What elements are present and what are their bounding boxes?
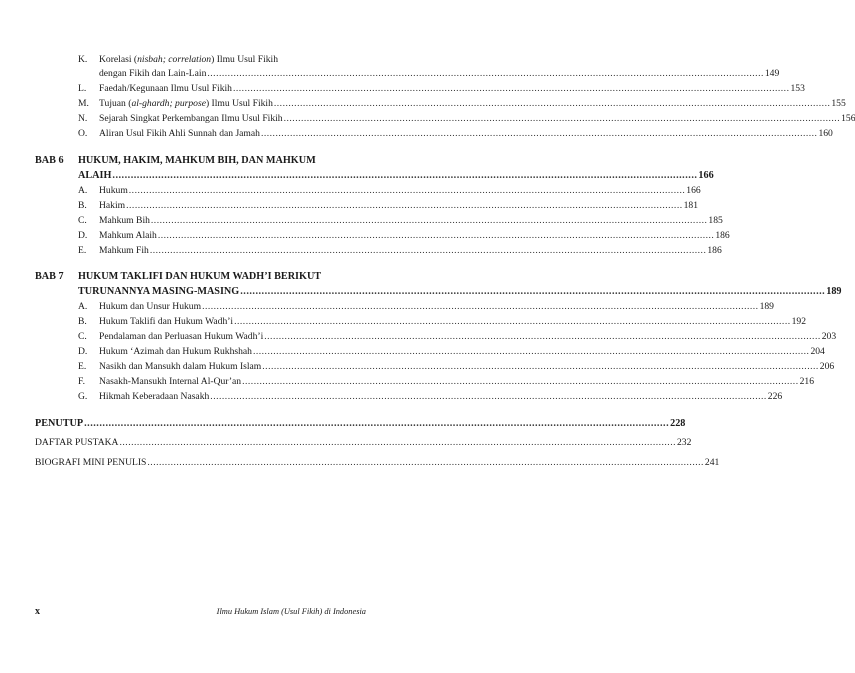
entry-label: N. (78, 113, 88, 124)
page-number: 228 (670, 418, 686, 429)
entry-label: A. (78, 185, 88, 196)
toc-entry-k (78, 54, 366, 66)
entry-text: Hukum dan Unsur Hukum (99, 301, 202, 312)
toc-entry (78, 245, 722, 257)
page-number: 149 (764, 68, 780, 79)
entry-label: A. (78, 301, 88, 312)
entry-label: B. (78, 316, 87, 327)
leader-dots (284, 113, 841, 125)
page-number: 153 (790, 83, 805, 94)
page-number: 166 (686, 185, 701, 196)
chapter-title: ALAIH (78, 170, 112, 181)
entry-text: Hukum Taklifi dan Hukum Wadh’i (99, 316, 234, 327)
entry-label: B. (78, 200, 87, 211)
toc-entry (78, 316, 806, 328)
page-number: 155 (831, 98, 846, 109)
leader-dots (120, 437, 677, 449)
entry-label: D. (78, 346, 88, 357)
chapter-7-heading (35, 271, 366, 283)
leader-dots (253, 346, 810, 358)
toc-entry (78, 391, 783, 403)
leader-dots (210, 391, 767, 403)
toc-entry-k-cont (99, 68, 780, 80)
leader-dots (264, 331, 821, 343)
toc-biografi (35, 457, 720, 469)
toc-entry-n (78, 113, 855, 125)
leader-dots (151, 215, 708, 227)
entry-text: Nasikh dan Mansukh dalam Hukum Islam (99, 361, 262, 372)
leader-dots (242, 376, 799, 388)
page-number: 226 (767, 391, 783, 402)
page-number: 241 (704, 457, 720, 468)
leader-dots (234, 316, 791, 328)
toc-penutup (35, 418, 686, 430)
entry-text: dengan Fikih dan Lain-Lain (99, 68, 207, 79)
entry-label: K. (78, 54, 88, 65)
toc-daftar-pustaka (35, 437, 692, 449)
entry-text: Mahkum Alaih (99, 230, 157, 241)
entry-label: C. (78, 215, 87, 226)
leader-dots (158, 230, 715, 242)
leader-dots (147, 457, 704, 469)
page-number: 189 (759, 301, 774, 312)
chapter-6-heading (35, 155, 366, 167)
page-number: 181 (683, 200, 699, 211)
page-number: 216 (799, 376, 814, 387)
running-title: Ilmu Hukum Islam (Usul Fikih) di Indonesia (216, 607, 366, 616)
entry-text: Mahkum Bih (99, 215, 150, 226)
toc-entry (78, 376, 814, 388)
chapter-title: HUKUM, HAKIM, MAHKUM BIH, DAN MAHKUM (78, 155, 316, 166)
entry-label: D. (78, 230, 88, 241)
chapter-6-heading-cont (78, 170, 714, 182)
leader-dots (262, 361, 819, 373)
entry-label: F. (78, 376, 85, 387)
toc-entry (78, 230, 730, 242)
entry-label: E. (78, 361, 87, 372)
page-number: 156 (841, 113, 855, 124)
page-number: 185 (708, 215, 723, 226)
leader-dots (233, 83, 790, 95)
chapter-title: HUKUM TAKLIFI DAN HUKUM WADH’I BERIKUT (78, 271, 322, 282)
leader-dots (150, 245, 707, 257)
footer-page-number: x (35, 606, 40, 617)
entry-text: Tujuan (al-ghardh; purpose) Ilmu Usul Fikih (99, 98, 273, 109)
entry-label: E. (78, 245, 87, 256)
page-number: 204 (810, 346, 825, 357)
toc-entry (78, 200, 699, 212)
page-number: 232 (677, 437, 692, 448)
toc-entry (78, 215, 723, 227)
entry-label: M. (78, 98, 89, 109)
page-number: 186 (707, 245, 722, 256)
chapter-title: TURUNANNYA MASING-MASING (78, 286, 240, 297)
toc-entry (78, 346, 825, 358)
entry-text: Faedah/Kegunaan Ilmu Usul Fikih (99, 83, 232, 94)
toc-entry (78, 361, 835, 373)
toc-entry-m (78, 98, 846, 110)
leader-dots (207, 68, 764, 80)
page-number: 186 (715, 230, 730, 241)
entry-text: Nasakh-Mansukh Internal Al-Qur’an (99, 376, 242, 387)
entry-text: DAFTAR PUSTAKA (35, 437, 119, 448)
entry-text: PENUTUP (35, 418, 84, 429)
entry-text: BIOGRAFI MINI PENULIS (35, 457, 147, 468)
entry-text: Hukum ‘Azimah dan Hukum Rukhshah (99, 346, 252, 357)
toc-entry (78, 331, 837, 343)
entry-text: Pendalaman dan Perluasan Hukum Wadh’i (99, 331, 264, 342)
page-footer (35, 606, 366, 620)
toc-entry-o (78, 128, 833, 140)
entry-text: Korelasi (nisbah; correlation) Ilmu Usul Fikih (99, 54, 279, 65)
page-number: 166 (698, 170, 714, 181)
toc-entry-l (78, 83, 805, 95)
leader-dots (274, 98, 831, 110)
leader-dots (240, 286, 825, 298)
entry-label: G. (78, 391, 88, 402)
toc-entry (78, 185, 701, 197)
leader-dots (261, 128, 818, 140)
entry-text: Aliran Usul Fikih Ahli Sunnah dan Jamah (99, 128, 260, 139)
entry-text: Sejarah Singkat Perkembangan Ilmu Usul Fikih (99, 113, 283, 124)
chapter-label: BAB 7 (35, 271, 64, 282)
chapter-label: BAB 6 (35, 155, 64, 166)
entry-text: Mahkum Fih (99, 245, 149, 256)
entry-label: O. (78, 128, 88, 139)
page-number: 192 (791, 316, 806, 327)
entry-text: Hukum (99, 185, 128, 196)
page-number: 189 (826, 286, 842, 297)
entry-label: C. (78, 331, 87, 342)
toc-entry (78, 301, 774, 313)
entry-text: Hakim (99, 200, 126, 211)
page-number: 203 (821, 331, 837, 342)
entry-text: Hikmah Keberadaan Nasakh (99, 391, 210, 402)
page-number: 160 (818, 128, 833, 139)
chapter-7-heading-cont (78, 286, 842, 298)
entry-label: L. (78, 83, 87, 94)
leader-dots (112, 170, 697, 182)
page-number: 206 (819, 361, 835, 372)
leader-dots (202, 301, 759, 313)
leader-dots (126, 200, 683, 212)
leader-dots (129, 185, 686, 197)
leader-dots (84, 418, 669, 430)
